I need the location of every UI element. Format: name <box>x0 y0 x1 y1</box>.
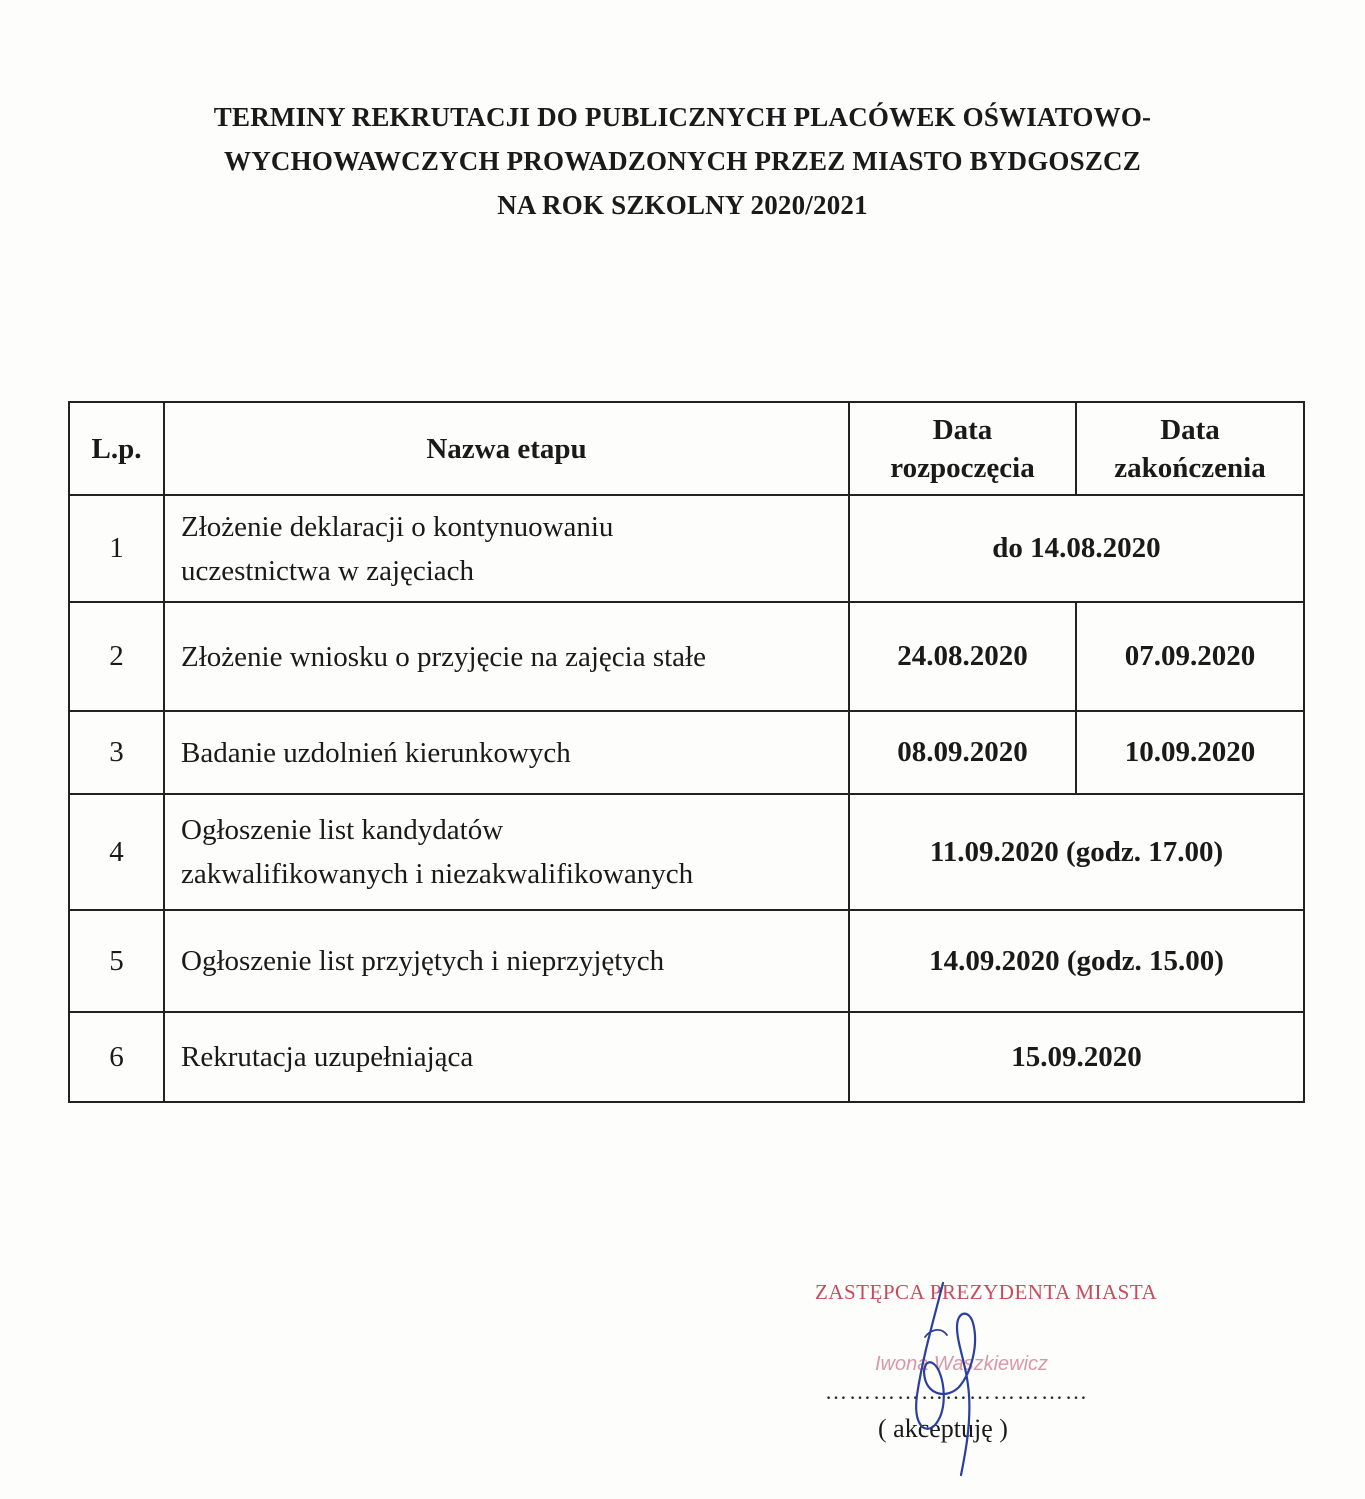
row-date: do 14.08.2020 <box>849 495 1304 602</box>
header-name: Nazwa etapu <box>164 402 849 495</box>
row-date: 15.09.2020 <box>849 1012 1304 1102</box>
table-row <box>69 1012 1304 1102</box>
title-line-1: TERMINY REKRUTACJI DO PUBLICZNYCH PLACÓWEK OŚWIATOWO- <box>213 102 1152 132</box>
header-lp: L.p. <box>69 402 164 495</box>
row-lp: 2 <box>69 602 164 711</box>
row-stage-name: Ogłoszenie list przyjętych i nieprzyjętych <box>164 910 849 1012</box>
accept-label: ( akceptuję ) <box>878 1414 1008 1443</box>
row-lp: 1 <box>69 495 164 602</box>
table-header-row <box>69 402 1304 495</box>
table-row <box>69 711 1304 794</box>
header-start-line1: Data <box>932 413 993 446</box>
row-lp: 6 <box>69 1012 164 1102</box>
row-stage-name <box>164 495 849 602</box>
title-line-3: NA ROK SZKOLNY 2020/2021 <box>497 190 868 220</box>
row-start-date: 24.08.2020 <box>849 602 1076 711</box>
header-start-line2: rozpoczęcia <box>890 451 1035 484</box>
row-stage-name: Rekrutacja uzupełniająca <box>164 1012 849 1102</box>
header-end-date <box>1076 402 1304 495</box>
header-end-line1: Data <box>1160 413 1220 446</box>
row-stage-name <box>164 794 849 910</box>
row-stage-name-line2: zakwalifikowanych i niezakwalifikowanych <box>181 858 694 890</box>
header-end-line2: zakończenia <box>1114 451 1266 484</box>
table-row <box>69 602 1304 711</box>
document-title <box>0 95 1365 227</box>
row-lp: 4 <box>69 794 164 910</box>
row-end-date: 10.09.2020 <box>1076 711 1304 794</box>
table-row <box>69 495 1304 602</box>
table-row <box>69 910 1304 1012</box>
table-row <box>69 794 1304 910</box>
row-stage-name-line1: Ogłoszenie list kandydatów <box>181 814 504 846</box>
row-stage-name: Badanie uzdolnień kierunkowych <box>164 711 849 794</box>
row-lp: 5 <box>69 910 164 1012</box>
stamp-title: ZASTĘPCA PREZYDENTA MIASTA <box>815 1280 1158 1304</box>
row-date: 14.09.2020 (godz. 15.00) <box>849 910 1304 1012</box>
title-line-2: WYCHOWAWCZYCH PROWADZONYCH PRZEZ MIASTO BYDGOSZCZ <box>224 146 1141 176</box>
header-start-date <box>849 402 1076 495</box>
row-lp: 3 <box>69 711 164 794</box>
row-end-date: 07.09.2020 <box>1076 602 1304 711</box>
row-stage-name-line2: uczestnictwa w zajęciach <box>181 554 475 587</box>
row-stage-name: Złożenie wniosku o przyjęcie na zajęcia stałe <box>164 602 849 711</box>
handwritten-signature-icon <box>895 1275 1005 1480</box>
row-start-date: 08.09.2020 <box>849 711 1076 794</box>
signature-line: …………………………… <box>825 1379 1089 1404</box>
recruitment-schedule-table <box>68 401 1305 1103</box>
stamp-name: Iwona Waszkiewicz <box>875 1353 1049 1375</box>
row-date: 11.09.2020 (godz. 17.00) <box>849 794 1304 910</box>
row-stage-name-line1: Złożenie deklaracji o kontynuowaniu <box>181 510 614 543</box>
